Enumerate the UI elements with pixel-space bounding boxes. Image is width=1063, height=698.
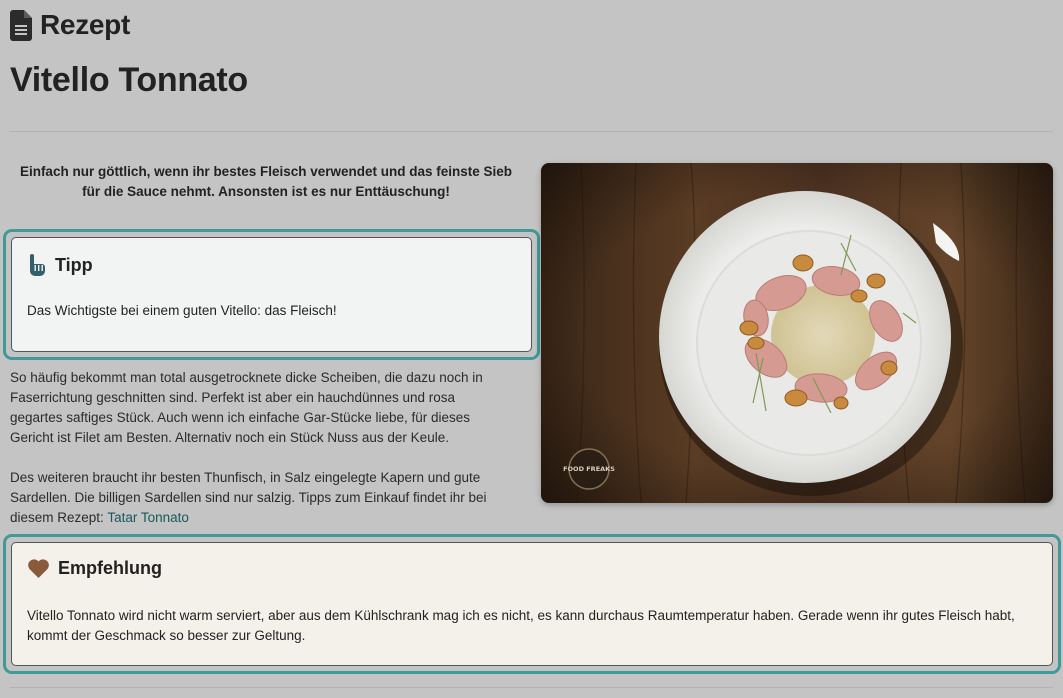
recipe-photo <box>541 163 1053 503</box>
recommendation-title: Empfehlung <box>58 558 162 578</box>
tatar-tonnato-link[interactable]: Tatar Tonnato <box>107 510 189 525</box>
vitello-tonnato-image <box>541 163 1053 503</box>
page-title: Vitello Tonnato <box>10 61 248 99</box>
watermark-text: FOOD FREAKS <box>563 465 615 473</box>
tip-card <box>3 229 540 360</box>
section-label: Rezept <box>40 9 130 40</box>
tip-title: Tipp <box>55 254 93 275</box>
recommendation-card-header <box>27 558 162 579</box>
body-paragraph-2-text: Des weiteren braucht ihr besten Thunfisch, in Salz eingelegte Kapern und gute Sardellen. Die billigen Sardellen sind nur salzig. Tipps zum Einkauf findet ihr bei diesem Rezept: <box>10 470 487 525</box>
pointing-hand-icon <box>27 253 47 277</box>
header-divider <box>10 131 1053 132</box>
recommendation-card-inner <box>11 542 1053 666</box>
tip-card-header <box>27 253 93 277</box>
body-paragraph-2 <box>10 468 510 528</box>
tip-text: Das Wichtigste bei einem guten Vitello: das Fleisch! <box>27 303 337 318</box>
recipe-intro: Einfach nur göttlich, wenn ihr bestes Fleisch verwendet und das feinste Sieb für die Sauce nehmt. Ansonsten ist es nur Enttäuschung! <box>19 164 513 199</box>
recommendation-text: Vitello Tonnato wird nicht warm serviert, aber aus dem Kühlschrank mag ich es nicht, es kann durchaus Raumtemperatur haben. Gerade wenn ihr gutes Fleisch habt, kommt der Geschmack so besser zur Geltung. <box>27 608 1015 643</box>
document-icon <box>10 10 32 41</box>
tip-card-inner <box>11 237 532 352</box>
heart-icon <box>27 558 50 579</box>
body-paragraph-1: So häufig bekommt man total ausgetrocknete dicke Scheiben, die dazu noch in Faserrichtung geschnitten sind. Perfekt ist aber ein hauchdünnes und rosa gegartes saftiges Stück. Auch wenn ich einfache Gar-Stücke liebe, für dieses Gericht ist Filet am Besten. Alternativ noch ein Stück Nuss aus der Keule. <box>10 370 483 445</box>
recommendation-card <box>3 534 1061 674</box>
footer-divider <box>10 687 1053 688</box>
